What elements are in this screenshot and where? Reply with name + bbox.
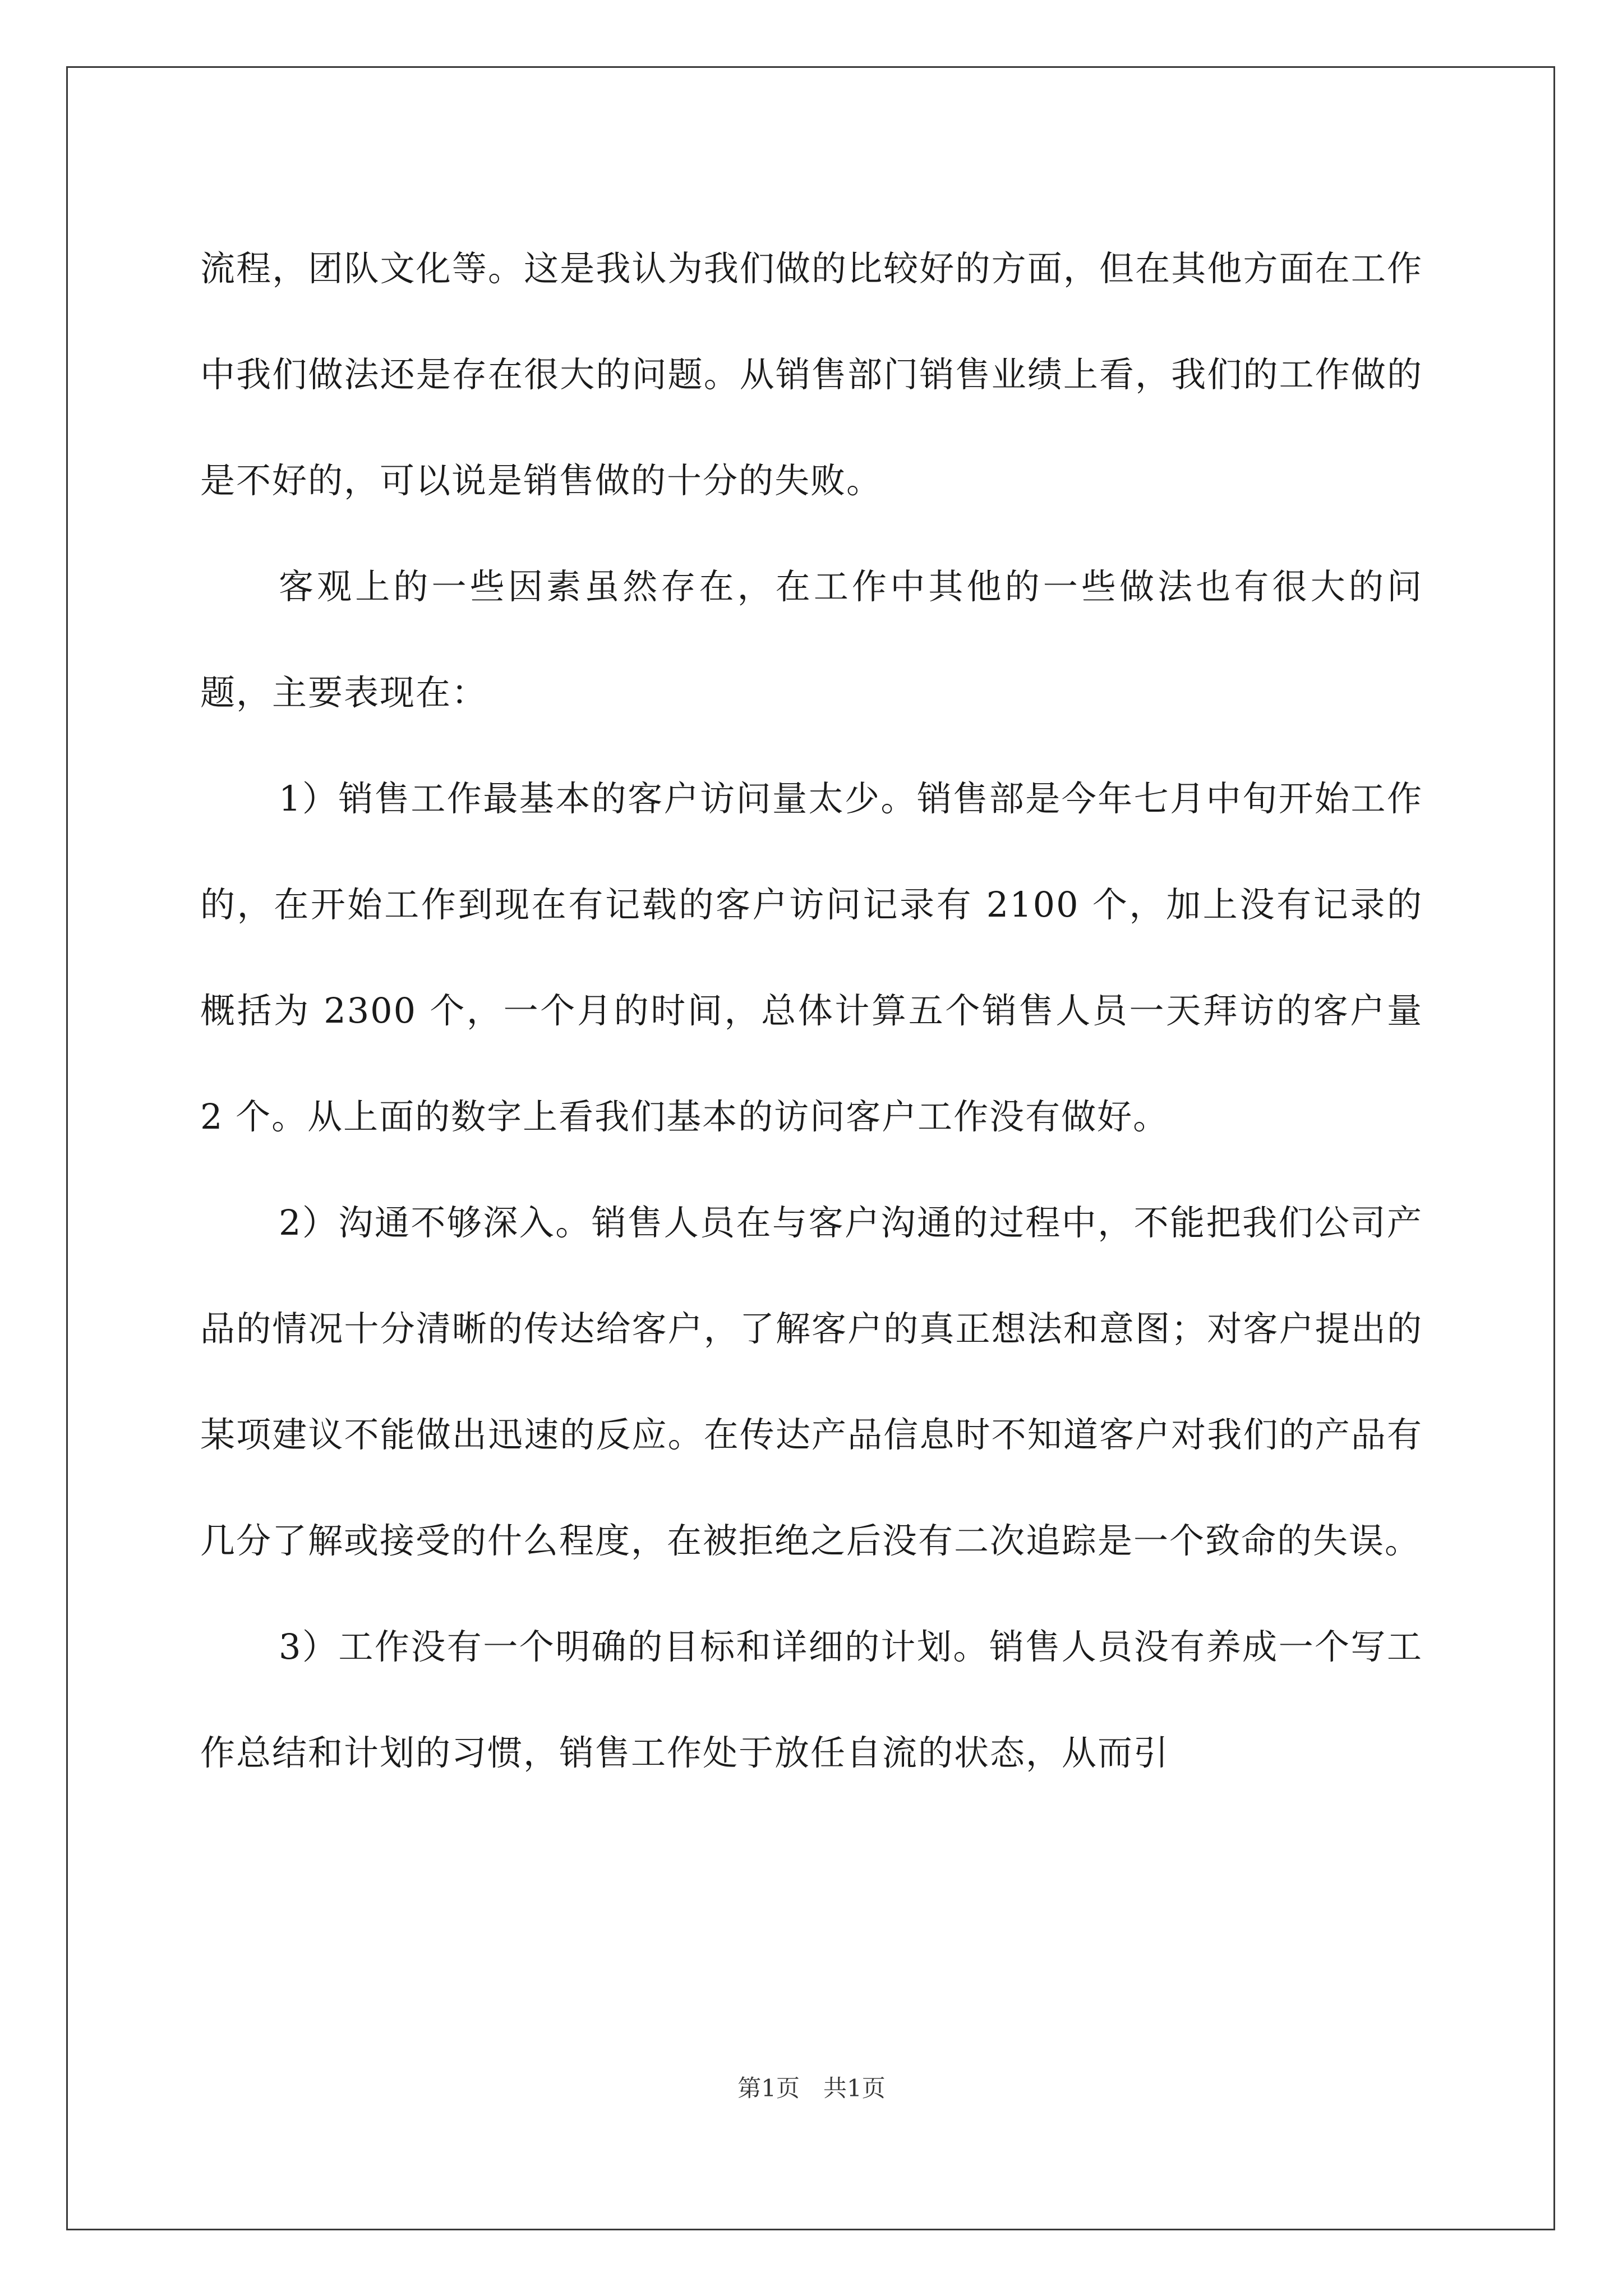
document-body [200,215,1423,1806]
paragraph-continuation: 流程，团队文化等。这是我认为我们做的比较好的方面，但在其他方面在工作中我们做法还是存在很大的问题。从销售部门销售业绩上看，我们的工作做的是不好的，可以说是销售做的十分的失败。 [200,248,1423,501]
paragraph-point-1: 1）销售工作最基本的客户访问量太少。销售部是今年七月中旬开始工作的，在开始工作到现在有记载的客户访问记录有 2100 个，加上没有记录的概括为 2300 个，一个月的时间，总体计算五个销售人员一天拜访的客户量 2 个。从上面的数字上看我们基本的访问客户工作没有做好。 [200,778,1423,1137]
paragraph-intro: 客观上的一些因素虽然存在，在工作中其他的一些做法也有很大的问题，主要表现在： [200,566,1423,713]
paragraph-point-3: 3）工作没有一个明确的目标和详细的计划。销售人员没有养成一个写工作总结和计划的习惯，销售工作处于放任自流的状态，从而引 [200,1626,1423,1773]
paragraph-point-2: 2）沟通不够深入。销售人员在与客户沟通的过程中，不能把我们公司产品的情况十分清晰的传达给客户，了解客户的真正想法和意图；对客户提出的某项建议不能做出迅速的反应。在传达产品信息时不知道客户对我们的产品有几分了解或接受的什么程度，在被拒绝之后没有二次追踪是一个致命的失误。 [200,1202,1423,1561]
page-footer: 第1页 共1页 [737,2074,886,2102]
